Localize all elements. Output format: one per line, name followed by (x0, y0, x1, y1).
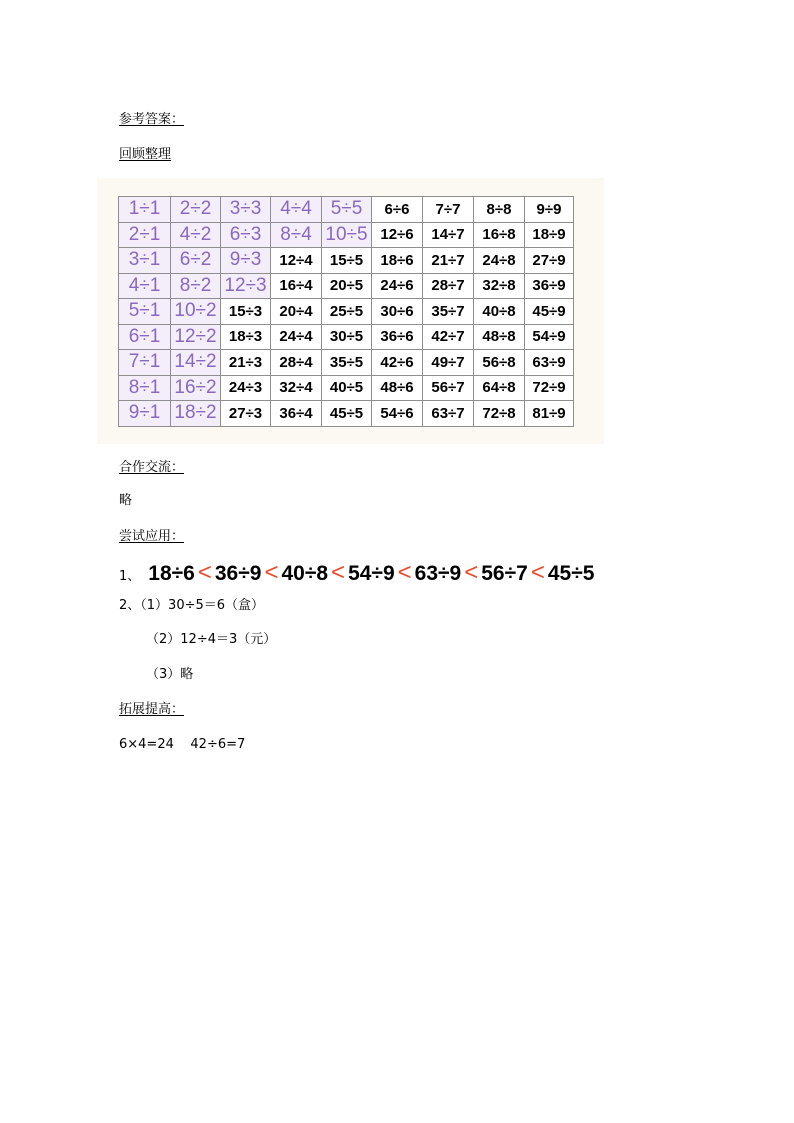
table-cell: 48÷8 (474, 324, 525, 350)
table-cell: 3÷1 (119, 248, 171, 274)
table-cell: 1÷1 (119, 197, 171, 223)
table-cell: 45÷5 (322, 401, 372, 427)
comparison-expression: 36÷9 (214, 562, 262, 585)
table-cell: 25÷5 (322, 299, 372, 325)
table-row (119, 197, 574, 223)
table-cell: 18÷9 (525, 222, 574, 248)
table-cell: 20÷5 (322, 273, 372, 299)
q2-part-1 (119, 598, 264, 614)
table-cell: 18÷6 (372, 248, 423, 274)
table-cell: 6÷1 (119, 324, 171, 350)
heading-extend: 拓展提高： (119, 702, 185, 717)
comparison-expression: 18÷6 (148, 562, 195, 585)
table-cell: 24÷6 (372, 273, 423, 299)
table-cell: 15÷5 (322, 248, 372, 274)
table-cell: 4÷1 (119, 273, 171, 299)
table-cell: 35÷5 (322, 350, 372, 376)
table-cell: 7÷7 (423, 197, 474, 223)
table-cell: 16÷2 (171, 375, 221, 401)
table-cell: 16÷8 (474, 222, 525, 248)
table-cell: 21÷7 (423, 248, 474, 274)
less-than-symbol: < (197, 559, 212, 586)
table-cell: 63÷7 (423, 401, 474, 427)
table-row (119, 248, 574, 274)
heading-review: 回顾整理 (119, 147, 172, 162)
less-than-symbol: < (530, 559, 545, 586)
table-cell: 5÷1 (119, 299, 171, 325)
table-cell: 6÷2 (171, 248, 221, 274)
table-cell: 54÷9 (525, 324, 574, 350)
table-cell: 10÷2 (171, 299, 221, 325)
table-cell: 27÷3 (221, 401, 271, 427)
table-cell: 36÷6 (372, 324, 423, 350)
table-cell: 21÷3 (221, 350, 271, 376)
heading-answers: 参考答案： (119, 112, 185, 127)
table-cell: 36÷4 (271, 401, 322, 427)
table-cell: 64÷8 (474, 375, 525, 401)
table-cell: 42÷6 (372, 350, 423, 376)
comparison-row (119, 559, 594, 587)
table-cell: 56÷7 (423, 375, 474, 401)
table-cell: 48÷6 (372, 375, 423, 401)
table-cell: 8÷1 (119, 375, 171, 401)
table-cell: 15÷3 (221, 299, 271, 325)
table-cell: 12÷2 (171, 324, 221, 350)
table-cell: 2÷1 (119, 222, 171, 248)
table-cell: 42÷7 (423, 324, 474, 350)
less-than-symbol: < (397, 559, 412, 586)
table-cell: 14÷7 (423, 222, 474, 248)
comparison-expression: 63÷9 (414, 562, 462, 585)
table-row (119, 222, 574, 248)
q2-part-1-text: （1）30÷5＝6（盒） (140, 598, 265, 613)
table-cell: 6÷3 (221, 222, 271, 248)
table-cell: 14÷2 (171, 350, 221, 376)
division-table-panel (97, 178, 604, 444)
table-cell: 63÷9 (525, 350, 574, 376)
table-row (119, 273, 574, 299)
table-cell: 4÷2 (171, 222, 221, 248)
table-cell: 12÷3 (221, 273, 271, 299)
comparison-expression: 56÷7 (481, 562, 528, 585)
table-cell: 7÷1 (119, 350, 171, 376)
table-cell: 28÷4 (271, 350, 322, 376)
table-cell: 28÷7 (423, 273, 474, 299)
table-cell: 5÷5 (322, 197, 372, 223)
table-cell: 72÷9 (525, 375, 574, 401)
table-row (119, 299, 574, 325)
table-cell: 24÷3 (221, 375, 271, 401)
table-cell: 30÷5 (322, 324, 372, 350)
comparison-expression: 54÷9 (348, 562, 395, 585)
less-than-symbol: < (464, 559, 479, 586)
table-cell: 20÷4 (271, 299, 322, 325)
table-cell: 9÷9 (525, 197, 574, 223)
heading-try-apply: 尝试应用： (119, 529, 185, 544)
table-cell: 32÷8 (474, 273, 525, 299)
table-row (119, 324, 574, 350)
table-cell: 4÷4 (271, 197, 322, 223)
table-cell: 40÷5 (322, 375, 372, 401)
table-cell: 54÷6 (372, 401, 423, 427)
less-than-symbol: < (264, 559, 279, 586)
cooperate-answer: 略 (119, 493, 133, 508)
heading-cooperate: 合作交流： (119, 460, 185, 475)
table-row (119, 350, 574, 376)
table-cell: 9÷1 (119, 401, 171, 427)
table-cell: 72÷8 (474, 401, 525, 427)
table-cell: 9÷3 (221, 248, 271, 274)
q2-label: 2、 (119, 598, 141, 613)
table-cell: 56÷8 (474, 350, 525, 376)
table-cell: 8÷2 (171, 273, 221, 299)
table-cell: 3÷3 (221, 197, 271, 223)
table-cell: 8÷8 (474, 197, 525, 223)
comparison-expression: 45÷5 (547, 562, 595, 585)
table-cell: 8÷4 (271, 222, 322, 248)
table-cell: 18÷2 (171, 401, 221, 427)
table-row (119, 401, 574, 427)
q2-part-2: （2）12÷4＝3（元） (146, 632, 277, 647)
table-cell: 12÷4 (271, 248, 322, 274)
table-cell: 81÷9 (525, 401, 574, 427)
comparison-label: 1、 (119, 569, 141, 584)
table-cell: 12÷6 (372, 222, 423, 248)
table-cell: 2÷2 (171, 197, 221, 223)
division-table (118, 196, 574, 427)
table-cell: 35÷7 (423, 299, 474, 325)
table-cell: 40÷8 (474, 299, 525, 325)
table-cell: 27÷9 (525, 248, 574, 274)
less-than-symbol: < (331, 559, 346, 586)
table-cell: 36÷9 (525, 273, 574, 299)
table-cell: 16÷4 (271, 273, 322, 299)
table-cell: 24÷8 (474, 248, 525, 274)
comparison-expression: 40÷8 (281, 562, 329, 585)
table-cell: 6÷6 (372, 197, 423, 223)
table-cell: 32÷4 (271, 375, 322, 401)
table-cell: 18÷3 (221, 324, 271, 350)
table-cell: 30÷6 (372, 299, 423, 325)
table-cell: 24÷4 (271, 324, 322, 350)
table-cell: 10÷5 (322, 222, 372, 248)
extend-answer: 6×4=24 42÷6=7 (119, 737, 246, 752)
table-cell: 49÷7 (423, 350, 474, 376)
q2-part-3: （3）略 (146, 667, 194, 682)
table-row (119, 375, 574, 401)
table-cell: 45÷9 (525, 299, 574, 325)
